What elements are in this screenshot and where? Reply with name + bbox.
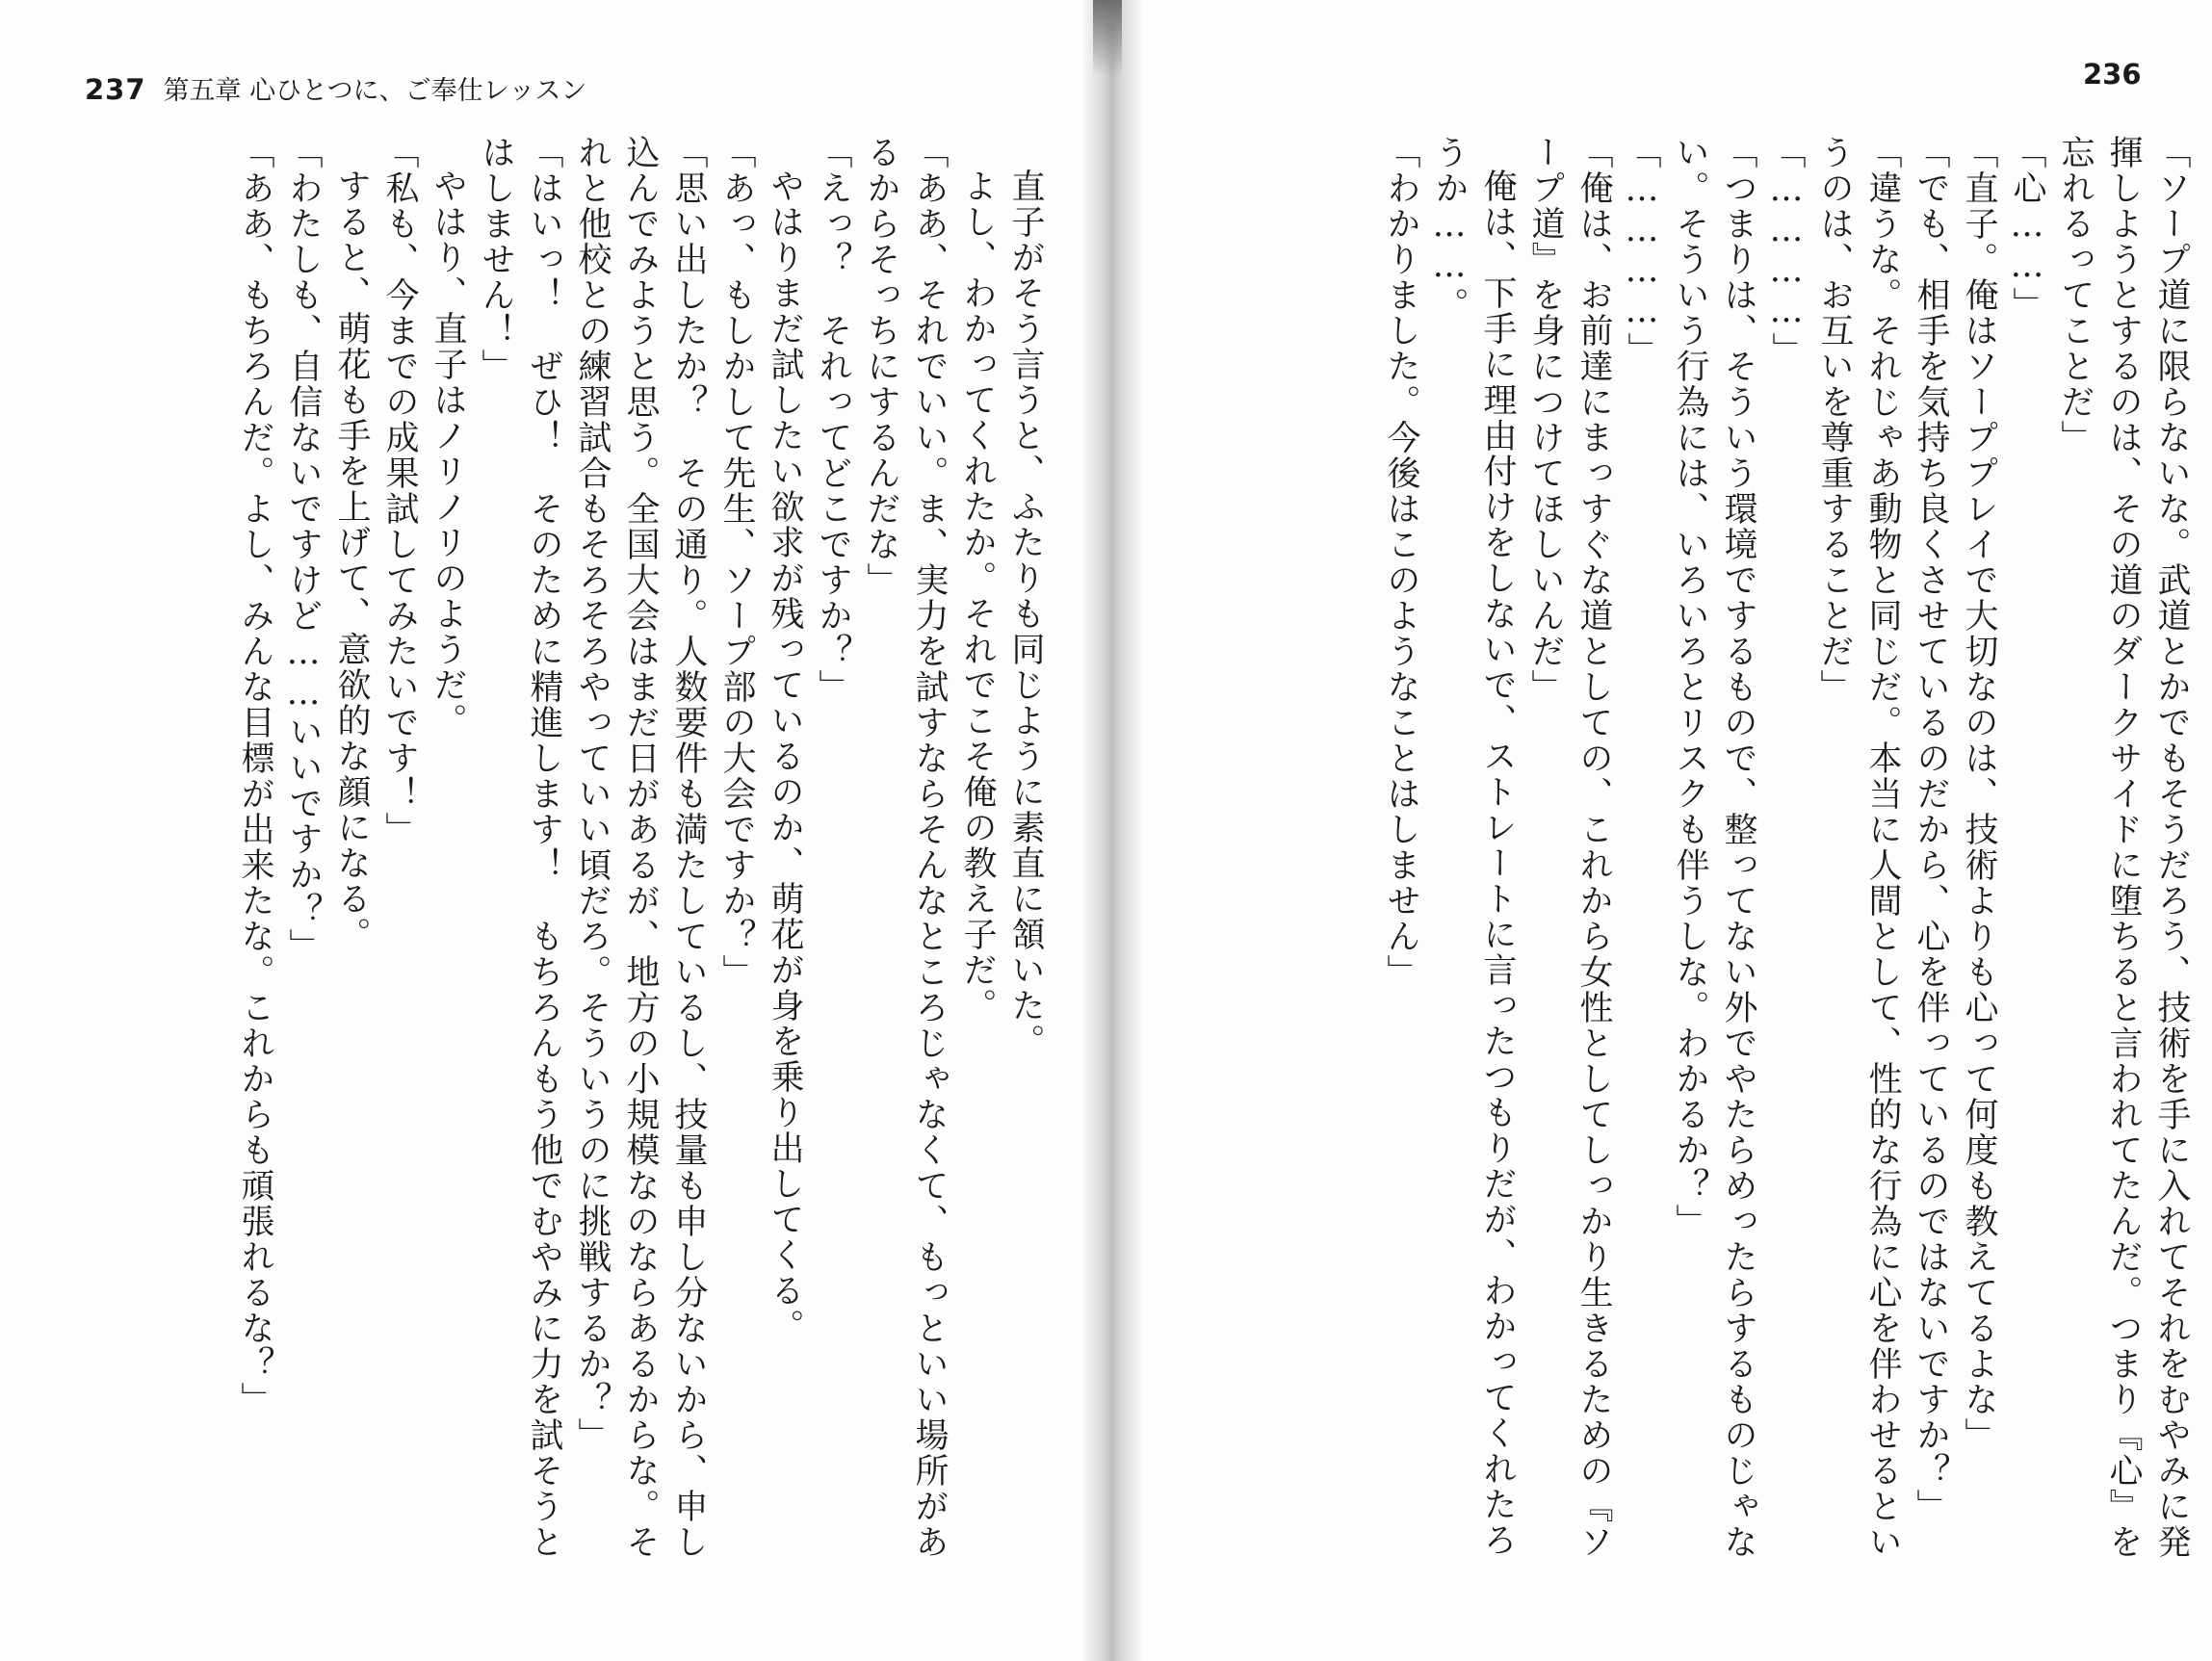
text-line: 「はいっ！ ぜひ！ そのために精進します！ もちろんもう他でむやみに力を試そうとはしません！」	[477, 135, 563, 1560]
text-line: 「あっ、もしかして先生、ソープ部の大会ですか？」	[717, 135, 756, 990]
page-number-left: 237	[85, 73, 146, 106]
text-line: 「ああ、もちろんだ。よし、みんな目標が出来たな。これからも頑張れるな？」	[236, 135, 274, 1417]
text-line: 「違うな。それじゃあ動物と同じだ。本当に人間として、性的な行為に心を伴わせるというのは、お互いを尊重することだ」	[1815, 135, 1902, 1560]
text-line: 「私も、今までの成果試してみたいです！」	[380, 135, 419, 847]
text-line: 「えっ？ それってどこですか？」	[814, 135, 852, 705]
text-line: 「…………」	[1623, 135, 1661, 368]
right-page	[1141, 0, 2212, 1661]
page-number-right: 236	[2083, 58, 2142, 91]
text-line: 「ソープ道に限らないな。武道とかでもそうだろう、技術を手に入れてそれをむやみに発揮しようとするのは、その道のダークサイドに堕ちると言われてたんだ。つまり『心』を忘れるってことだ」	[2056, 135, 2191, 1560]
text-line: やはり、直子はノリノリのようだ。	[429, 169, 467, 739]
left-page	[0, 0, 1083, 1661]
text-line: やはりまだ試したい欲求が残っているのか、萌花が身を乗り出してくる。	[766, 169, 804, 1344]
left-body-text	[87, 135, 1050, 1570]
text-line: 「…………」	[1767, 135, 1806, 368]
text-line: 「わたしも、自信ないですけど……いいですか？」	[284, 135, 323, 964]
text-line: すると、萌花も手を上げて、意欲的な顔になる。	[332, 169, 371, 952]
text-line: 「わかりました。今後はこのようなことはしません」	[1382, 135, 1420, 990]
gutter-shadow	[1093, 0, 1122, 77]
text-line: 俺は、下手に理由付けをしないで、ストレートに言ったつもりだが、わかってくれたろうか……。	[1430, 135, 1517, 1558]
text-line: 「俺は、お前達にまっすぐな道としての、これから女性としてしっかり生きるための『ソープ道』を身につけてほしいんだ」	[1526, 135, 1613, 1560]
text-line: 「ああ、それでいい。ま、実力を試すならそんなところじゃなくて、もっといい場所があるからそっちにするんだな」	[862, 135, 949, 1560]
book-gutter	[1083, 0, 1141, 1661]
text-line: 「でも、相手を気持ち良くさせているのだから、心を伴っているのではないですか？」	[1912, 135, 1950, 1524]
chapter-title: 第五章 心ひとつに、ご奉仕レッスン	[163, 76, 587, 106]
text-line: 「つまりは、そういう環境でするもので、整ってない外でやたらめったらするものじゃない。そういう行為には、いろいろとリスクも伴うしな。わかるか？」	[1671, 135, 1757, 1560]
text-line: 「心……」	[2008, 135, 2046, 323]
text-line: 「直子。俺はソーププレイで大切なのは、技術よりも心って何度も教えてるよな」	[1960, 135, 1998, 1453]
right-body-text	[1233, 135, 2196, 1570]
text-line: よし、わかってくれたか。それでこそ俺の教え子だ。	[958, 169, 997, 1024]
text-line: 直子がそう言うと、ふたりも同じように素直に頷いた。	[1006, 169, 1045, 1059]
text-line: 「思い出したか？ その通り。人数要件も満たしているし、技量も申し分ないから、申し込んでみようと思う。全国大会はまだ日があるが、地方の小規模なのならあるからな。それと他校との練習試合もそろそろやっていい頃だろ。そういうのに挑戦するか？」	[573, 135, 708, 1560]
running-head	[85, 69, 586, 107]
